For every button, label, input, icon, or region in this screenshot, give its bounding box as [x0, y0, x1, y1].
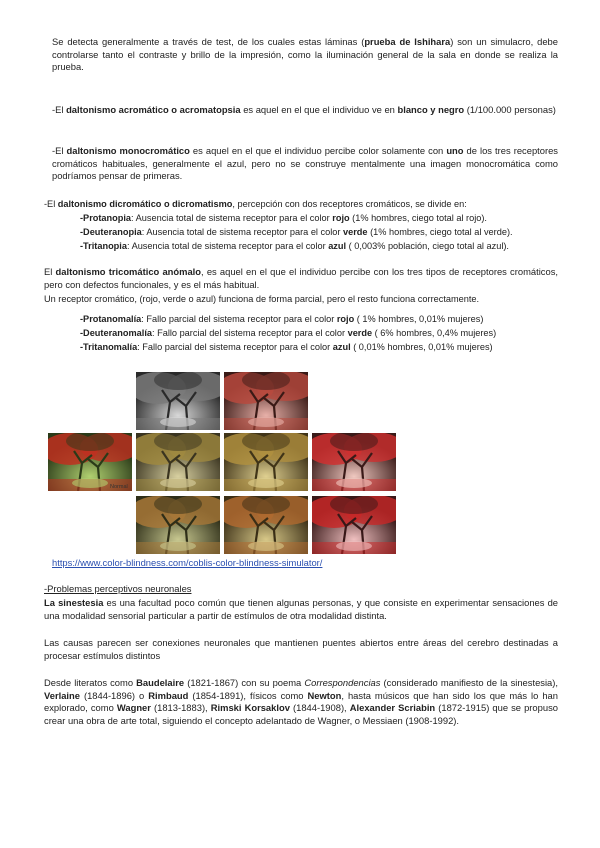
section-title-neuronales: -Problemas perceptivos neuronales [44, 583, 192, 594]
paragraph-ishihara: Se detecta generalmente a través de test, de los cuales estas láminas (prueba de Ishihara) son un simulacro, debe controlarse tanto el contraste y brillo de la impresión, como la iluminación general de la sala en donde se realiza la prueba. [52, 36, 558, 73]
list-item-protanomalia: -Protanomalía: Fallo parcial del sistema receptor para el color rojo ( 1% hombres, 0,01% mujeres) [80, 314, 484, 324]
paragraph-sinestesia: La sinestesia es una facultad poco común que tienen algunas personas, y que consiste en experimentar sensaciones de una modalidad sensorial particular a partir de estímulos de otra modalidad distinta. [44, 597, 559, 621]
tile-protanopia [136, 433, 220, 491]
coblis-simulator-link[interactable]: https://www.color-blindness.com/coblis-color-blindness-simulator/ [52, 557, 323, 568]
tile-tritanopia [312, 433, 396, 491]
tile-monochrome-red [224, 372, 308, 430]
paragraph-tricromatico: El daltonismo tricomático anómalo, es aquel en el que el individuo percibe con los tres tipos de receptores cromáticos, pero con defectos funcionales, y es el más habitual. [44, 266, 558, 290]
paragraph-receptor: Un receptor cromático, (rojo, verde o azul) funciona de forma parcial, pero el resto funciona correctamente. [44, 294, 480, 304]
list-item-tritanomalia: -Tritanomalía: Fallo parcial del sistema receptor para el color azul ( 0,01% hombres, 0,01% mujeres) [80, 342, 493, 352]
tile-deuteranopia [224, 433, 308, 491]
list-item-protanopia: -Protanopia: Ausencia total de sistema receptor para el color rojo (1% hombres, ciego total al rojo). [80, 213, 487, 223]
tile-protanomaly [136, 496, 220, 554]
paragraph-monocromatico: -El daltonismo monocromático es aquel en el que el individuo percibe color solamente con uno de los tres receptores cromáticos habituales, generalmente el azul, pero no se construye mentalmente una imagen monocromática como podríamos pensar de primeras. [52, 145, 558, 182]
list-item-deuteranomalia: -Deuteranomalía: Fallo parcial del sistema receptor para el color verde ( 6% hombres, 0,4% mujeres) [80, 328, 497, 338]
normal-label: Normal [110, 484, 128, 490]
tile-grayscale [136, 372, 220, 430]
paragraph-dicromatico: -El daltonismo dicromático o dicromatismo, percepción con dos receptores cromáticos, se divide en: [44, 199, 467, 209]
tile-normal [48, 433, 132, 491]
paragraph-literatos: Desde literatos como Baudelaire (1821-1867) con su poema Correspondencias (considerado manifiesto de la sinestesia), Verlaine (1844-1896) o Rimbaud (1854-1891), físicos como Newton, hasta músicos que han sido los que más lo han explorado, como Wagner (1813-1883), Rimski Korsaklov (1844-1908), Alexander Scriabin (1872-1915) que se propuso crear una obra de arte total, siguiendo el concepto adelantado de Wagner, o Messiaen (1908-1992). [44, 677, 558, 726]
paragraph-acromatico: -El daltonismo acromático o acromatopsia es aquel en el que el individuo ve en blanco y negro (1/100.000 personas) [52, 104, 556, 115]
list-item-tritanopia: -Tritanopia: Ausencia total de sistema receptor para el color azul ( 0,003% población, ciego total al azul). [80, 241, 509, 251]
paragraph-causas: Las causas parecen ser conexiones neuronales que mantienen puentes abiertos entre áreas del cerebro destinadas a procesar estímulos distintos [44, 637, 558, 661]
list-item-deuteranopia: -Deuteranopia: Ausencia total de sistema receptor para el color verde (1% hombres, ciego total al verde). [80, 227, 513, 237]
tile-deuteranomaly [224, 496, 308, 554]
tile-tritanomaly [312, 496, 396, 554]
